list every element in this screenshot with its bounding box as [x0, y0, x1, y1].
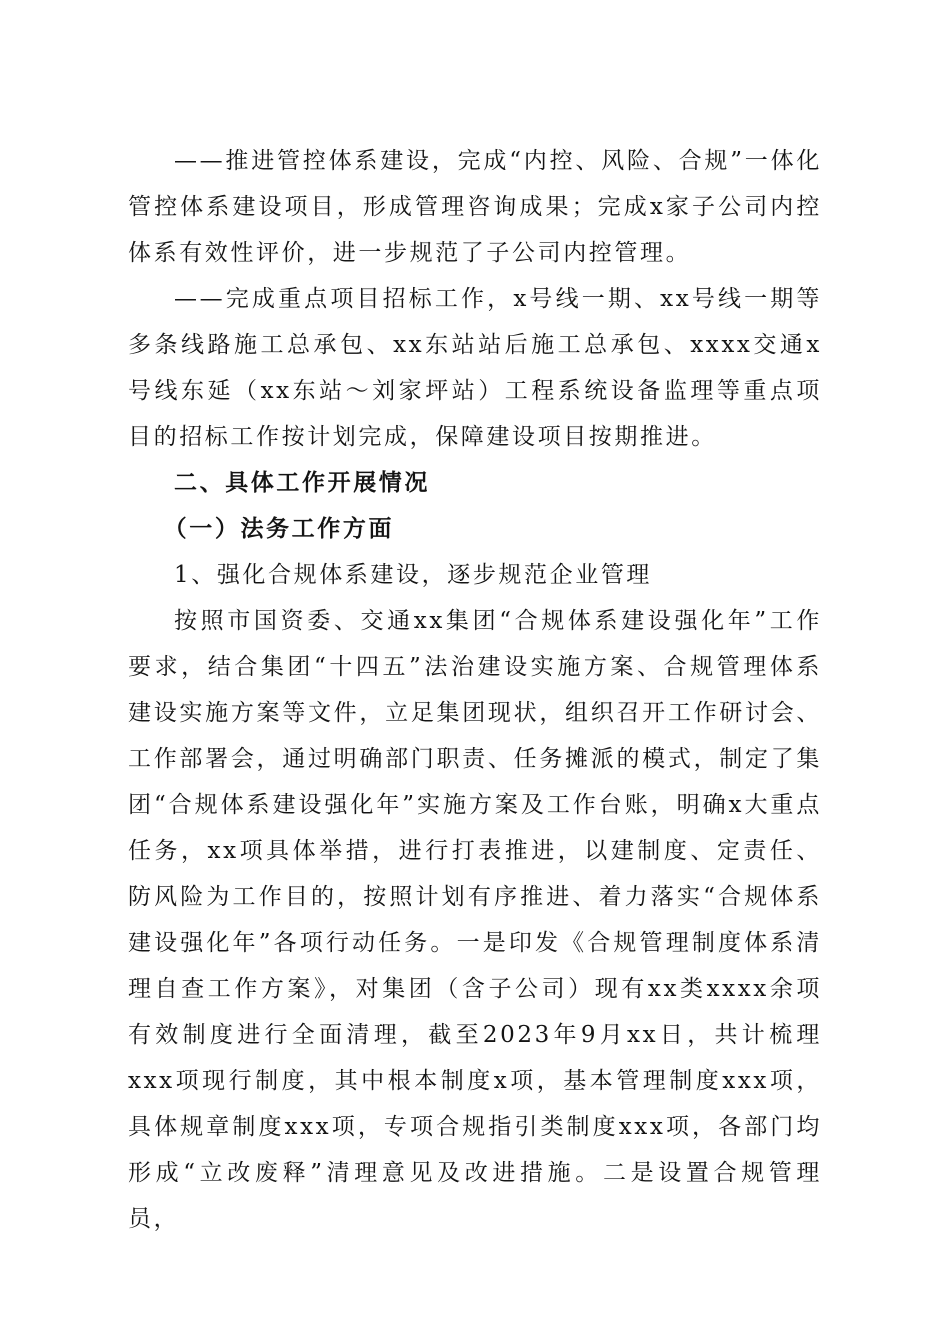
paragraph-management-control: ——推进管控体系建设，完成“内控、风险、合规”一体化管控体系建设项目，形成管理咨询成果；完成x家子公司内控体系有效性评价，进一步规范了子公司内控管理。: [128, 148, 822, 266]
paragraph-key-project-bidding: ——完成重点项目招标工作，x号线一期、xx号线一期等多条线路施工总承包、xx东站站后施工总承包、xxxx交通x号线东延（xx东站～刘家坪站）工程系统设备监理等重点项目的招标工作按计划完成，保障建设项目按期推进。: [128, 286, 822, 450]
section-heading: 二、具体工作开展情况: [174, 470, 430, 496]
subsection-heading: （一）法务工作方面: [163, 516, 395, 542]
paragraph-compliance-system: 按照市国资委、交通xx集团“合规体系建设强化年”工作要求，结合集团“十四五”法治建设实施方案、合规管理体系建设实施方案等文件，立足集团现状，组织召开工作研讨会、工作部署会，通过明确部门职责、任务摊派的模式，制定了集团“合规体系建设强化年”实施方案及工作台账，明确x大重点任务，xx项具体举措，进行打表推进，以建制度、定责任、防风险为工作目的，按照计划有序推进、着力落实“合规体系建设强化年”各项行动任务。一是印发《合规管理制度体系清理自查工作方案》，对集团（含子公司）现有xx类xxxx余项有效制度进行全面清理，截至2023年9月xx日，共计梳理xxx项现行制度，其中根本制度x项，基本管理制度xxx项，具体规章制度xxx项，专项合规指引类制度xxx项，各部门均形成“立改废释”清理意见及改进措施。二是设置合规管理员，: [128, 608, 822, 1232]
item-title: 1、强化合规体系建设，逐步规范企业管理: [174, 562, 653, 588]
